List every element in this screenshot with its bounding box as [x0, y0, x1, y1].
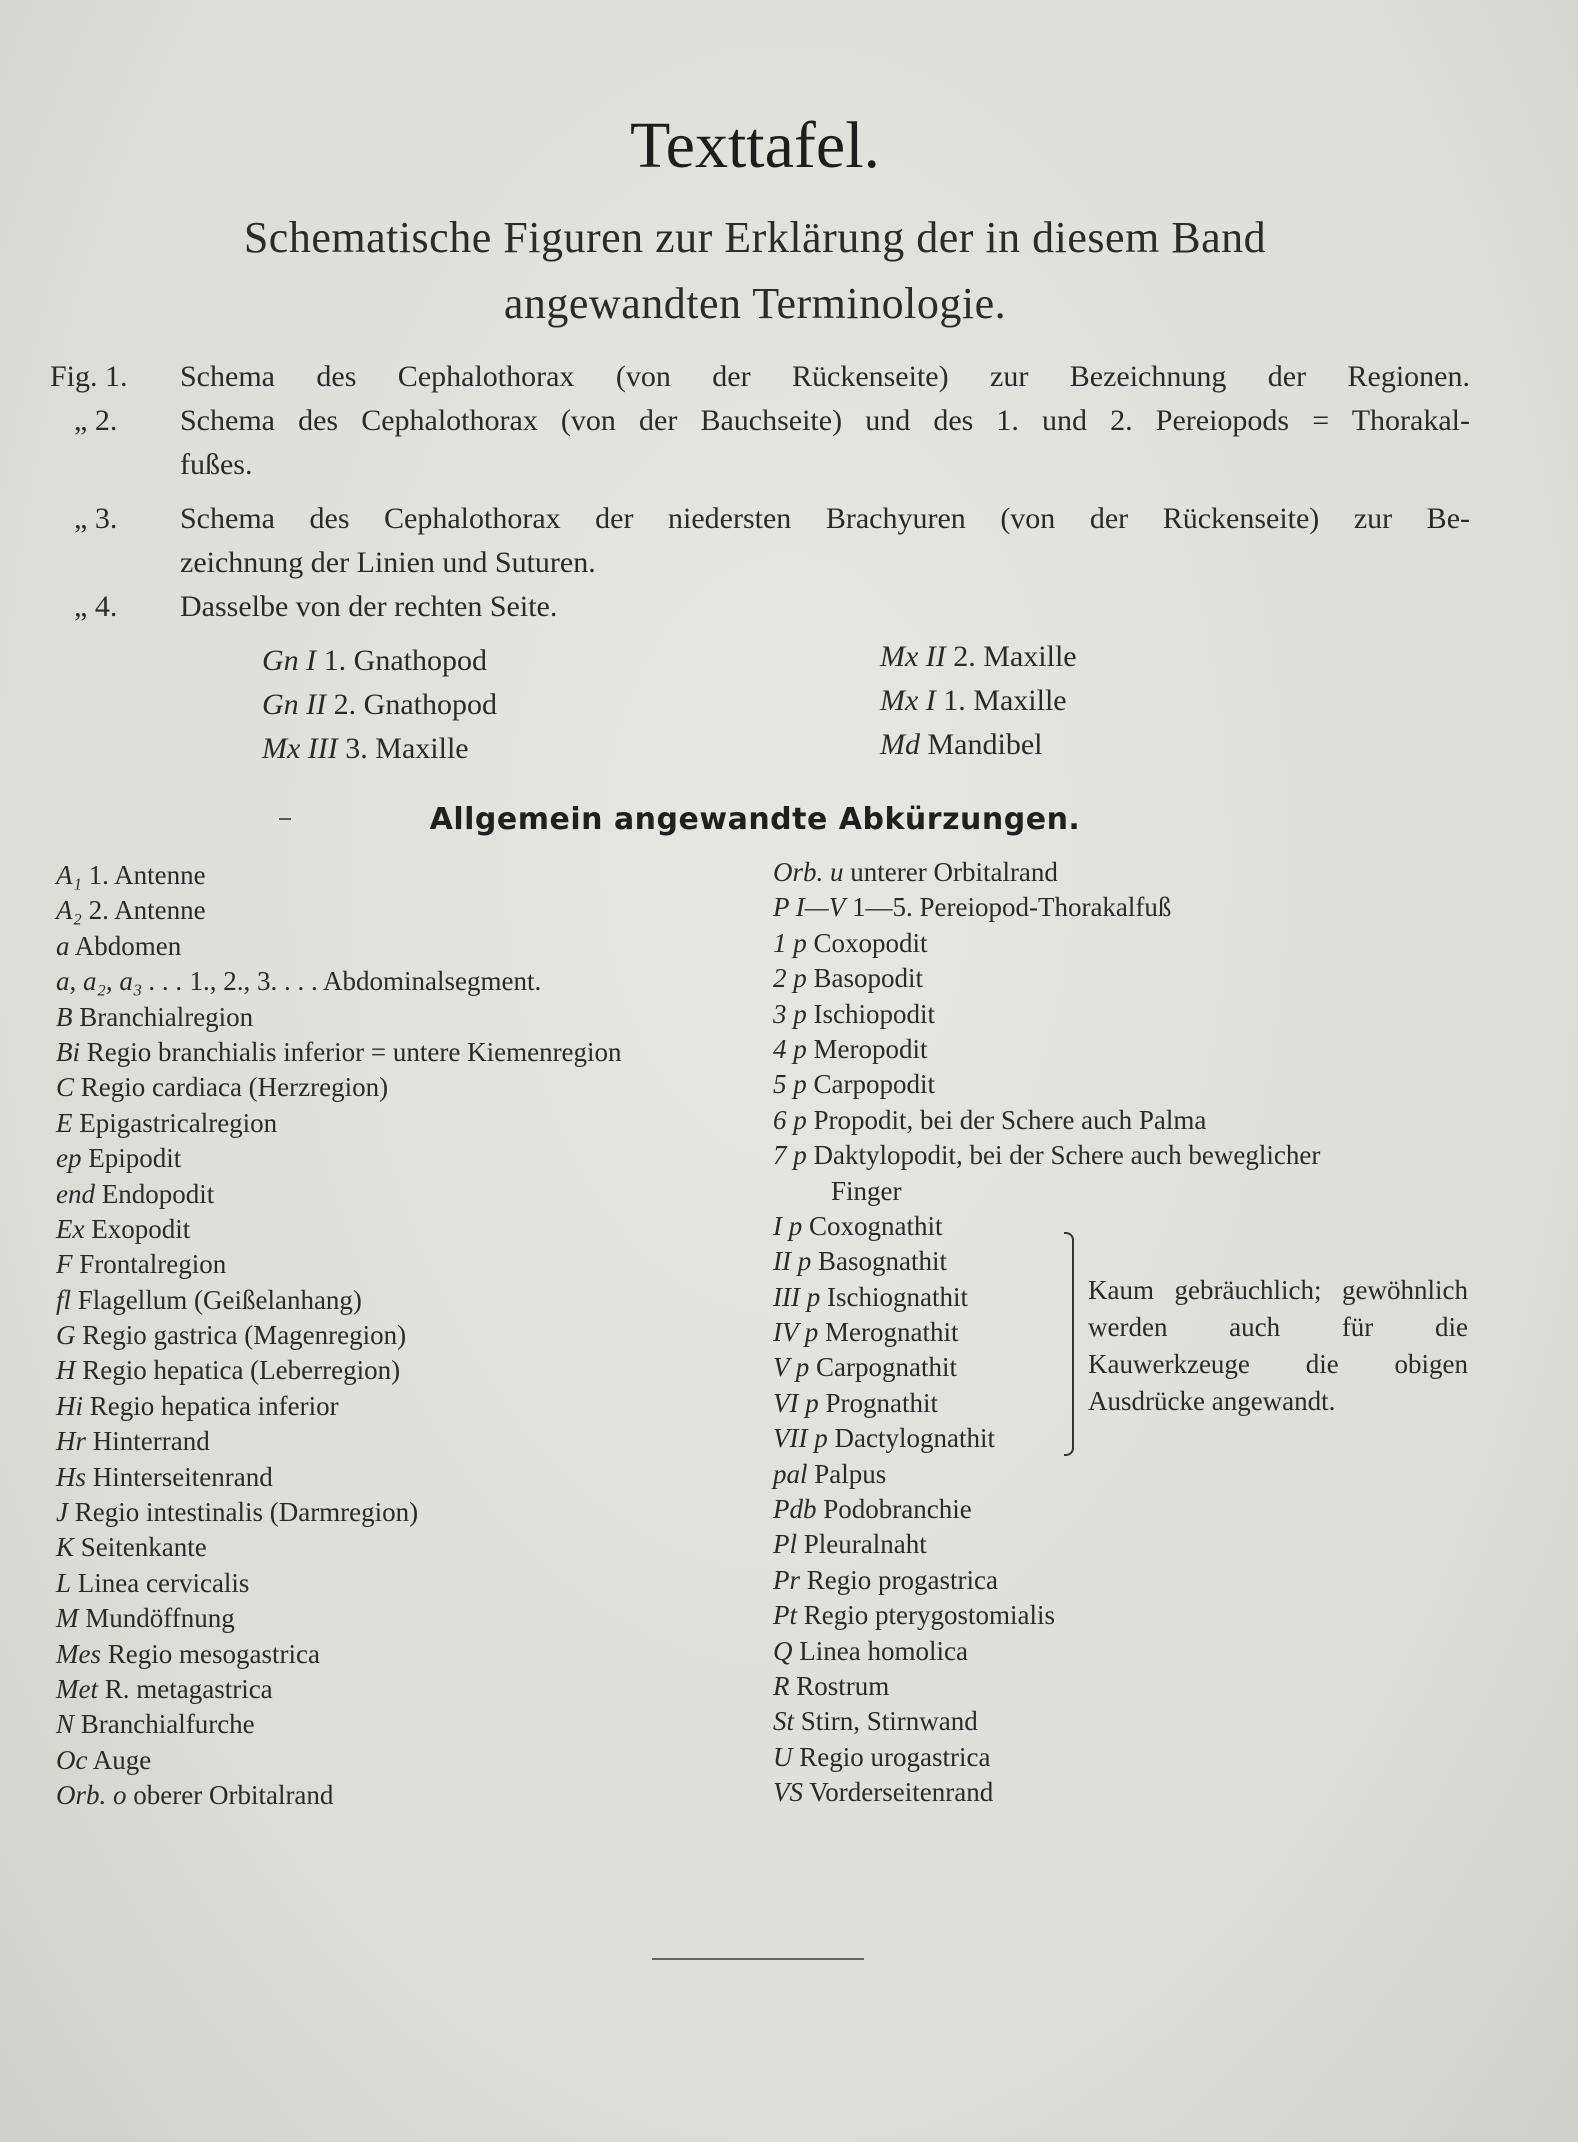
- abbr: 2 p: [773, 963, 807, 994]
- abbr-label: Dactylognathit: [834, 1423, 995, 1454]
- abbr: Oc: [56, 1744, 88, 1775]
- abbr: Hi: [56, 1390, 83, 1421]
- page-title: Texttafel.: [629, 109, 881, 182]
- abbr: IV p: [773, 1317, 819, 1348]
- list-item: [56, 1320, 622, 1355]
- abbr-label: Regio intestinalis (Darmregion): [74, 1497, 419, 1528]
- legend-item: [880, 728, 1077, 772]
- abbr: Orb. u: [773, 857, 844, 887]
- abbr-label: Mundöffnung: [85, 1603, 235, 1634]
- abbr-label: Exopodit: [91, 1213, 191, 1244]
- abbr-label: Frontalregion: [79, 1249, 227, 1280]
- abbr-label: Hinterrand: [92, 1426, 210, 1457]
- list-item: [56, 1249, 622, 1284]
- abbr-label: 1., 2., 3. . . . Abdominalsegment.: [189, 966, 542, 997]
- abbr-label: Prognathit: [825, 1387, 938, 1418]
- abbr: M: [56, 1603, 79, 1634]
- abbr: C: [56, 1072, 75, 1103]
- list-item: [773, 857, 1320, 892]
- abbr: Q: [773, 1635, 793, 1666]
- list-item: [773, 1211, 1320, 1246]
- abbr: H: [56, 1355, 76, 1386]
- abbr: 1 p: [773, 927, 807, 958]
- abbr-label: Flagellum (Geißelanhang): [77, 1284, 362, 1315]
- abbr: 6 p: [773, 1104, 807, 1135]
- abbr-label: Regio pterygostomialis: [803, 1600, 1055, 1631]
- abbr: 4 p: [773, 1033, 807, 1064]
- abbr: R: [773, 1670, 790, 1701]
- abbr-label: Carpognathit: [816, 1352, 957, 1383]
- abbr-label: Hinterseitenrand: [92, 1461, 273, 1492]
- abbr: A₂: [56, 895, 82, 926]
- abbr-label: Regio hepatica inferior: [89, 1390, 339, 1421]
- abbr: end: [56, 1178, 95, 1209]
- list-item: [773, 1459, 1320, 1494]
- abbr: pal: [773, 1458, 808, 1489]
- abbr: Ex: [56, 1213, 85, 1244]
- abbr-label: Regio cardiaca (Herzregion): [80, 1072, 389, 1103]
- subtitle-line-2: angewandten Terminologie.: [503, 279, 1007, 328]
- abbr-label: 1. Antenne: [88, 860, 206, 890]
- abbr: 5 p: [773, 1069, 807, 1100]
- list-item: [56, 1072, 622, 1107]
- abbr-label: Stirn, Stirnwand: [800, 1706, 978, 1737]
- abbr-label: unterer Orbitalrand: [850, 857, 1058, 887]
- list-item: [773, 1742, 1320, 1777]
- list-item: [56, 1568, 622, 1603]
- abbr: fl: [56, 1284, 72, 1315]
- list-item: [773, 1105, 1320, 1140]
- abbreviations-left-column: [56, 860, 622, 1816]
- mouthparts-legend-left: [262, 644, 497, 776]
- list-item: [56, 1355, 622, 1390]
- list-item: [773, 892, 1320, 927]
- legend-item: [262, 688, 497, 732]
- bottom-rule: [652, 1958, 864, 1960]
- abbr-label: 3. Maxille: [345, 732, 469, 765]
- list-item: [56, 1214, 622, 1249]
- abbr: Mx III: [262, 732, 338, 765]
- list-item: [773, 963, 1320, 998]
- list-item: [56, 1674, 622, 1709]
- abbr-label: 2. Gnathopod: [333, 688, 497, 721]
- abbr-label: Epigastricalregion: [79, 1107, 278, 1138]
- abbr: Md: [880, 728, 920, 761]
- abbr: VI p: [773, 1387, 819, 1418]
- list-item: [773, 1636, 1320, 1671]
- abbr-label: Auge: [92, 1744, 152, 1775]
- legend-item: [262, 732, 497, 776]
- list-item: [56, 1532, 622, 1567]
- abbr-label: 1. Gnathopod: [323, 644, 487, 677]
- abbr: N: [56, 1709, 75, 1740]
- abbr-label: Basopodit: [813, 963, 924, 994]
- abbr: 7 p: [773, 1140, 807, 1171]
- list-item: [56, 1780, 622, 1815]
- abbr-label: Epipodit: [88, 1143, 182, 1174]
- legend-item: [262, 644, 497, 688]
- figure-text: Schema des Cephalothorax (von der Bauchseite) und des 1. und 2. Pereiopods = Thorakal-: [180, 404, 1470, 437]
- list-item: [56, 860, 622, 895]
- abbr: U: [773, 1741, 793, 1772]
- section-heading: Allgemein angewandte Abkürzungen.: [429, 802, 1081, 837]
- list-item: [773, 1494, 1320, 1529]
- list-item: [773, 928, 1320, 963]
- abbr-label: Regio urogastrica: [799, 1741, 991, 1772]
- figure-label: „ 2.: [74, 404, 118, 437]
- list-item: [56, 966, 622, 1001]
- abbr-label: 1—5. Pereiopod-Thorakalfuß: [852, 892, 1172, 923]
- abbr: a, a₂, a₃ . . .: [56, 966, 183, 997]
- abbr-label: Vorderseitenrand: [809, 1777, 994, 1808]
- abbr-label: Basognathit: [817, 1246, 947, 1277]
- abbr: L: [56, 1567, 72, 1598]
- list-item: [773, 1600, 1320, 1635]
- abbr-label: 1. Maxille: [943, 684, 1067, 717]
- list-item: [773, 1777, 1320, 1812]
- abbr-label: Podobranchie: [823, 1494, 972, 1525]
- abbr-label: Meropodit: [813, 1033, 928, 1064]
- abbr-label: Coxopodit: [813, 927, 928, 958]
- list-item: [56, 1143, 622, 1178]
- abbr: K: [56, 1532, 75, 1563]
- abbr-label: Rostrum: [796, 1670, 890, 1701]
- abbr-label: Regio hepatica (Leberregion): [82, 1355, 401, 1386]
- abbr: V p: [773, 1352, 810, 1383]
- list-item: [56, 1639, 622, 1674]
- abbr: Met: [56, 1673, 98, 1704]
- list-item: [773, 1034, 1320, 1069]
- list-item: [773, 1140, 1320, 1175]
- abbr: ep: [56, 1143, 82, 1174]
- list-item: [773, 1529, 1320, 1564]
- list-item: [773, 999, 1320, 1034]
- abbr: Pr: [773, 1564, 800, 1595]
- list-item: [773, 1671, 1320, 1706]
- abbr-label: Regio progastrica: [806, 1564, 998, 1595]
- figure-text-continuation: zeichnung der Linien und Suturen.: [180, 546, 596, 579]
- list-item: [56, 1497, 622, 1532]
- abbr: E: [56, 1107, 73, 1138]
- abbr: Mes: [56, 1638, 101, 1669]
- abbr-label: Finger: [831, 1175, 902, 1206]
- abbr-label: Palpus: [814, 1458, 887, 1489]
- abbr: I p: [773, 1210, 803, 1241]
- abbr: III p: [773, 1281, 821, 1312]
- abbr-label: Branchialfurche: [80, 1709, 255, 1740]
- abbr: Mx II: [880, 640, 946, 673]
- list-item: [56, 1462, 622, 1497]
- figure-text: Dasselbe von der rechten Seite.: [180, 590, 558, 623]
- abbr: II p: [773, 1246, 812, 1277]
- abbr: Hs: [56, 1461, 87, 1492]
- list-item: [56, 1603, 622, 1638]
- abbr: Gn II: [262, 688, 327, 721]
- bracket-note: Kaum gebräuchlich; gewöhnlich werden auch für die Kauwerkzeuge die obigen Ausdrücke angewandt.: [1088, 1275, 1468, 1416]
- abbr: P I—V: [773, 892, 846, 923]
- abbr-label: Regio branchialis inferior = untere Kiemenregion: [86, 1036, 622, 1067]
- abbr: Hr: [56, 1426, 87, 1457]
- abbr: Bi: [56, 1036, 80, 1067]
- abbr: St: [773, 1706, 795, 1737]
- figure-label: „ 4.: [74, 590, 118, 623]
- abbr: VII p: [773, 1423, 828, 1454]
- list-item: [56, 1709, 622, 1744]
- subtitle-line-1: Schematische Figuren zur Erklärung der in diesem Band: [243, 213, 1267, 262]
- list-item: [56, 1179, 622, 1214]
- abbr-label: oberer Orbitalrand: [133, 1780, 334, 1811]
- abbr-label: Regio mesogastrica: [107, 1638, 320, 1669]
- page-subtitle: [0, 205, 1510, 337]
- abbr-label: 2. Antenne: [88, 895, 206, 926]
- list-item: [56, 1426, 622, 1461]
- figure-text: Schema des Cephalothorax der niedersten Brachyuren (von der Rückenseite) zur Be-: [180, 502, 1470, 535]
- list-item: [773, 1423, 1320, 1458]
- abbr-label: Linea cervicalis: [77, 1567, 250, 1598]
- abbr-label: Regio gastrica (Magenregion): [82, 1320, 407, 1351]
- list-item: [56, 1037, 622, 1072]
- abbr-label: R. metagastrica: [104, 1673, 273, 1704]
- abbr-label: Abdomen: [74, 930, 182, 961]
- abbr: J: [56, 1497, 68, 1528]
- list-item: [56, 1285, 622, 1320]
- abbr-label: Merognathit: [825, 1317, 959, 1348]
- abbr-label: Ischiopodit: [813, 998, 935, 1029]
- abbr-label: Linea homolica: [799, 1635, 968, 1666]
- figure-label: Fig. 1.: [50, 360, 128, 393]
- figure-label: „ 3.: [74, 502, 118, 535]
- abbr: a: [56, 930, 70, 961]
- list-item: [773, 1176, 1320, 1211]
- abbr-label: Daktylopodit, bei der Schere auch beweglicher: [813, 1140, 1321, 1171]
- abbr-label: Propodit, bei der Schere auch Palma: [813, 1104, 1207, 1135]
- abbr: Mx I: [880, 684, 936, 717]
- legend-item: [880, 684, 1077, 728]
- list-item: [56, 1391, 622, 1426]
- abbr: VS: [773, 1777, 803, 1808]
- abbr: Pl: [773, 1529, 797, 1560]
- abbr: Orb. o: [56, 1780, 127, 1811]
- list-item: [56, 1745, 622, 1780]
- list-item: [56, 1002, 622, 1037]
- abbr: G: [56, 1320, 76, 1351]
- abbr-label: Coxognathit: [809, 1210, 943, 1241]
- abbr-label: Ischiognathit: [826, 1281, 968, 1312]
- abbr-label: Seitenkante: [80, 1532, 207, 1563]
- abbr-label: Mandibel: [927, 728, 1043, 761]
- abbr-label: Carpopodit: [813, 1069, 935, 1100]
- figure-text-continuation: fußes.: [180, 448, 253, 481]
- abbr: Pdb: [773, 1494, 817, 1525]
- abbr-label: Endopodit: [101, 1178, 215, 1209]
- abbr: Gn I: [262, 644, 317, 677]
- list-item: [56, 895, 622, 930]
- abbr-label: Branchialregion: [79, 1001, 254, 1032]
- abbr-label: Pleuralnaht: [803, 1529, 927, 1560]
- figure-text: Schema des Cephalothorax (von der Rückenseite) zur Bezeichnung der Regionen.: [180, 360, 1470, 393]
- abbr: Pt: [773, 1600, 797, 1631]
- list-item: [773, 1565, 1320, 1600]
- legend-item: [880, 640, 1077, 684]
- abbr: A₁: [56, 860, 82, 890]
- brace-bracket: [1064, 1232, 1074, 1456]
- list-item: [773, 1069, 1320, 1104]
- mouthparts-legend-right: [880, 640, 1077, 772]
- list-item: [773, 1706, 1320, 1741]
- list-item: [56, 931, 622, 966]
- abbr: B: [56, 1001, 73, 1032]
- abbr: 3 p: [773, 998, 807, 1029]
- abbr-label: 2. Maxille: [953, 640, 1077, 673]
- list-item: [56, 1108, 622, 1143]
- abbr: F: [56, 1249, 73, 1280]
